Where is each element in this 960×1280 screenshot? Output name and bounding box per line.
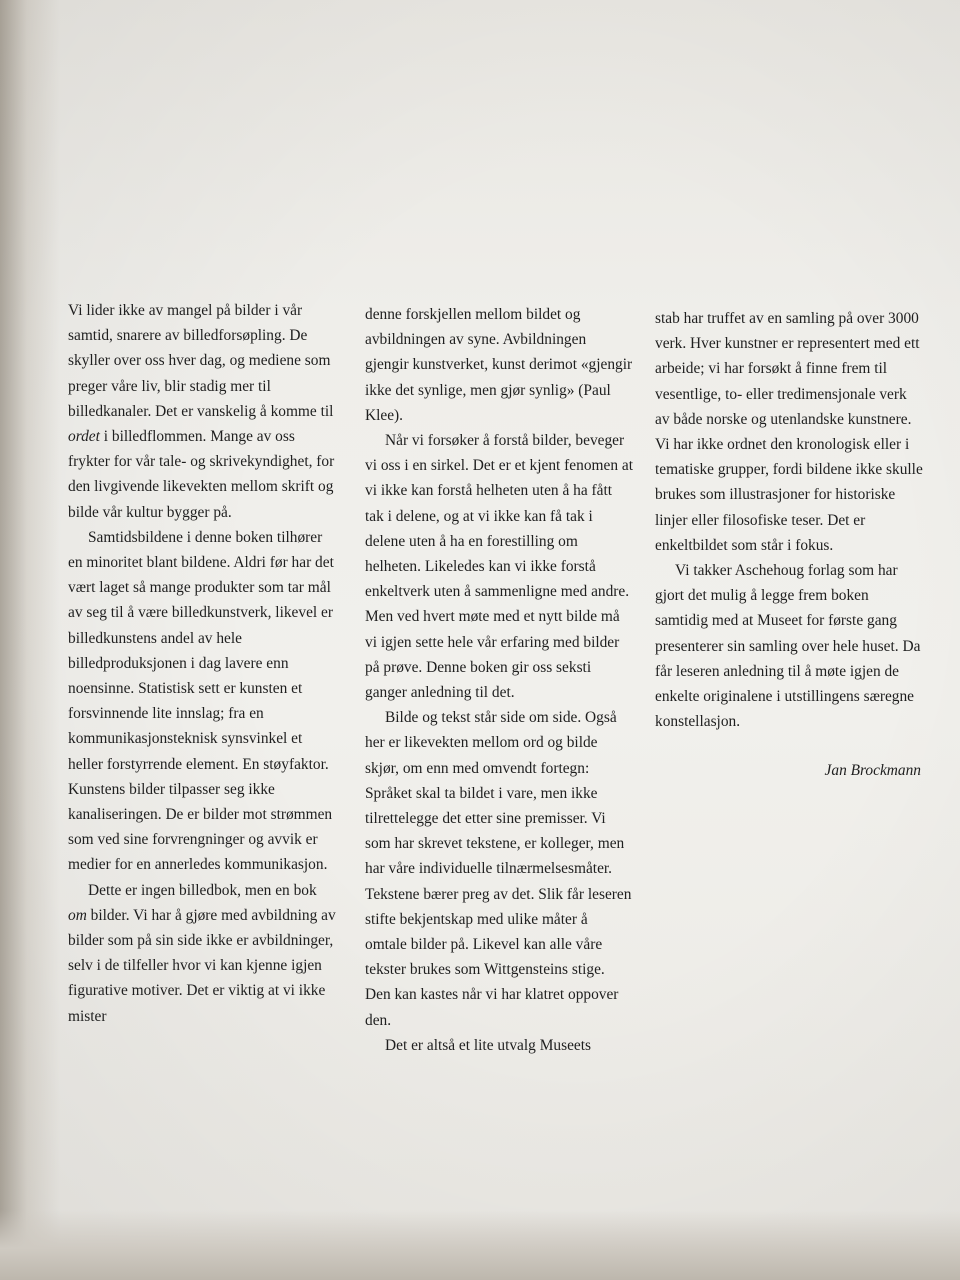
- paragraph: Vi lider ikke av mangel på bilder i vår samtid, snarere av billedforsøpling. De skyller over oss hver dag, og mediene som preger våre liv, blir stadig mer til billedkanaler. Det er vanskelig å komme til ordet i billedflommen. Mange av oss frykter for vår tale- og skrivekyndighet, for den livgivende likevekten mellom skrift og bilde vår kultur bygger på.: [68, 302, 335, 521]
- paragraph: Det er altså et lite utvalg Museets: [385, 1036, 592, 1054]
- spine-shadow: [0, 0, 60, 1280]
- text-column-1: [68, 298, 336, 1029]
- paragraph: Samtidsbildene i denne boken tilhører en minoritet blant bildene. Aldri før har det vært laget så mange produkter som tar mål av seg til å være billedkunstverk, likevel er billedkunstens andel av hele billedproduksjonen i dag lavere enn noensinne. Statistisk sett er kunsten et forsvinnende lite innslag; fra en kommunikasjonsteknisk synsvinkel et heller forstyrrende element. En støyfaktor. Kunstens bilder tilpasser seg ikke kanaliseringen. De er bilder mot strømmen som ved sine forvrengninger og avvik er medier for en annerledes kommunikasjon.: [68, 528, 334, 874]
- paragraph: stab har truffet av en samling på over 3000 verk. Hver kunstner er representert med ett arbeide; vi har forsøkt å finne frem til vesentlige, to- eller tredimensjonale verk av både norske og utenlandske kunstnere. Vi har ikke ordnet den kronologisk eller i tematiske grupper, fordi bildene ikke skulle brukes som illustrasjoner for historiske linjer eller filosofiske teser. Det er enkeltbildet som står i fokus.: [655, 310, 923, 554]
- author-signature: Jan Brockmann: [824, 762, 921, 780]
- text-column-2: [365, 302, 633, 1058]
- paragraph: Vi takker Aschehoug forlag som har gjort det mulig å legge frem boken samtidig med at Museet for første gang presenterer sin samling over hele huset. Da får leseren anledning til å møte igjen de enkelte originalene i utstillingens særegne konstellasjon.: [655, 562, 921, 731]
- paragraph: Bilde og tekst står side om side. Også her er likevekten mellom ord og bilde skjør, om enn med omvendt fortegn: Språket skal ta bildet i vare, men ikke tilrettelegge det etter sine premisser. Vi som har skrevet tekstene, er kolleger, men har våre individuelle tilnærmelsesmåter. Tekstene bærer preg av det. Slik får leseren stifte bekjentskap med ulike måter å omtale bilder på. Likevel kan alle våre tekster brukes som Wittgensteins stige. Den kan kastes når vi har klatret oppover den.: [365, 709, 632, 1029]
- paragraph: denne forskjellen mellom bildet og avbildningen av syne. Avbildningen gjengir kunstverket, kunst derimot «gjengir ikke det synlige, men gjør synlig» (Paul Klee).: [365, 306, 633, 424]
- page-bottom-edge: [0, 1210, 960, 1280]
- paragraph: Når vi forsøker å forstå bilder, beveger vi oss i en sirkel. Det er et kjent fenomen at vi ikke kan forstå helheten uten å ha fått tak i delene, og at vi ikke kan få tak i delene uten å ha en forestilling om helheten. Likeledes kan vi ikke forstå enkeltverk uten å sammenligne med andre. Men ved hvert møte med et nytt bilde må vi igjen sette hele vår erfaring med bilder på prøve. Denne boken gir oss seksti ganger anledning til det.: [365, 432, 633, 702]
- paragraph: Dette er ingen billedbok, men en bok om bilder. Vi har å gjøre med avbildning av bilder som på sin side ikke er avbildninger, selv i de tilfeller hvor vi kan kjenne igjen figurative motiver. Det er viktig at vi ikke mister: [68, 881, 336, 1025]
- text-column-3: [655, 306, 923, 784]
